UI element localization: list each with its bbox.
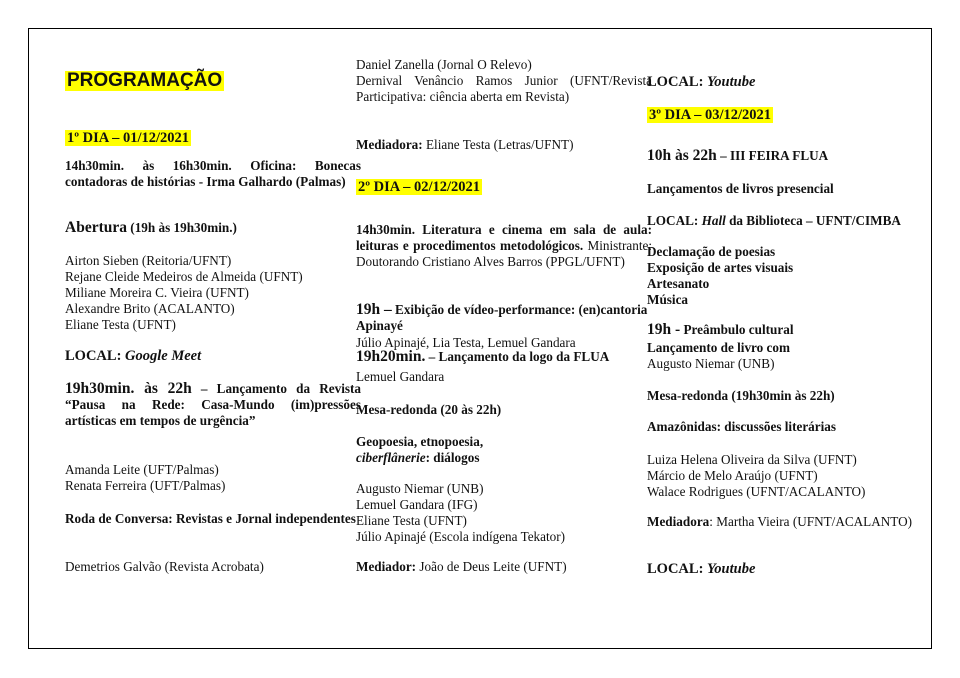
local-google-meet: LOCAL: Google Meet	[65, 348, 202, 364]
local-youtube-2: LOCAL: Youtube	[647, 561, 756, 577]
day1-heading: 1º DIA – 01/12/2021	[67, 130, 190, 146]
revista-launch: 19h30min. às 22h – Lançamento da Revista “Pausa na Rede: Casa-Mundo (im)pressões artísticas em tempos de urgência”	[65, 380, 362, 428]
local-youtube: LOCAL: Youtube	[647, 74, 756, 90]
list-item: Airton Sieben (Reitoria/UFNT)	[65, 253, 232, 268]
mediadora-3: Mediadora: Martha Vieira (UFNT/ACALANTO)	[647, 514, 913, 529]
list-item: Eliane Testa (UFNT)	[356, 513, 467, 528]
lancamentos-text: Lançamentos de livros presencial	[647, 181, 834, 196]
preambulo-cultural: 19h - Preâmbulo cultural	[647, 321, 794, 338]
roda-conversa: Roda de Conversa: Revistas e Jornal independentes	[65, 511, 356, 526]
list-item: Rejane Cleide Medeiros de Almeida (UFNT)	[65, 269, 303, 284]
mesa-redonda-3: Mesa-redonda (19h30min às 22h)	[647, 388, 835, 403]
feira-flua: 10h às 22h – III FEIRA FLUA	[647, 147, 829, 164]
list-item: Alexandre Brito (ACALANTO)	[65, 301, 235, 316]
page-frame	[28, 28, 932, 649]
abertura-people-list	[65, 253, 361, 333]
local-hall: LOCAL: Hall da Biblioteca – UFNT/CIMBA	[647, 213, 901, 228]
demetrios-text: Demetrios Galvão (Revista Acrobata)	[65, 559, 264, 574]
list-item: Júlio Apinajé (Escola indígena Tekator)	[356, 529, 566, 544]
revista-people-list	[65, 462, 361, 494]
exibicao-text: 19h – Exibição de vídeo-performance: (en)cantoria Apinayé	[356, 301, 648, 333]
activities-list	[647, 244, 943, 308]
list-item: Walace Rodrigues (UFNT/ACALANTO)	[647, 484, 866, 499]
preambulo-person: Augusto Niemar (UNB)	[647, 356, 775, 371]
literatura-text: 14h30min. Literatura e cinema em sala de aula: leituras e procedimentos metodológicos. Ministrante: Doutorando Cristiano Alves Barros (PPGL/UFNT)	[356, 222, 652, 269]
preambulo-lancamento: Lançamento de livro com	[647, 340, 790, 355]
exibicao-people: Júlio Apinajé, Lia Testa, Lemuel Gandara	[356, 335, 576, 350]
list-item: Lemuel Gandara (IFG)	[356, 497, 478, 512]
logo-person: Lemuel Gandara	[356, 369, 445, 384]
mediador-line: Mediador: João de Deus Leite (UFNT)	[356, 559, 567, 574]
day3-heading: 3º DIA – 03/12/2021	[649, 107, 772, 123]
list-item: Declamação de poesias	[647, 244, 776, 259]
day2-heading: 2º DIA – 02/12/2021	[358, 179, 481, 195]
program-title: PROGRAMAÇÃO	[67, 70, 223, 91]
list-item: Renata Ferreira (UFT/Palmas)	[65, 478, 226, 493]
list-item: Artesanato	[647, 276, 710, 291]
list-item: Augusto Niemar (UNB)	[356, 481, 484, 496]
abertura-heading: Abertura (19h às 19h30min.)	[65, 219, 237, 236]
mediadora-line: Mediadora: Eliane Testa (Letras/UFNT)	[356, 137, 574, 152]
geopoesia-title: Geopoesia, etnopoesia, ciberflânerie: diálogos	[356, 434, 484, 465]
list-item: Amanda Leite (UFT/Palmas)	[65, 462, 219, 477]
mesa-redonda: Mesa-redonda (20 às 22h)	[356, 402, 502, 417]
list-item: Luiza Helena Oliveira da Silva (UFNT)	[647, 452, 857, 467]
oficina-text: 14h30min. às 16h30min. Oficina: Bonecas contadoras de histórias - Irma Galhardo (Palmas)	[65, 158, 361, 189]
list-item: Eliane Testa (UFNT)	[65, 317, 176, 332]
logo-launch: 19h20min. – Lançamento da logo da FLUA	[356, 348, 610, 365]
list-item: Exposição de artes visuais	[647, 260, 794, 275]
dernival-text: Dernival Venâncio Ramos Junior (UFNT/Revista Participativa: ciência aberta em Revista)	[356, 73, 652, 104]
amazonidas-people-list	[647, 452, 943, 500]
mesa-people-list	[356, 481, 652, 545]
list-item: Márcio de Melo Araújo (UFNT)	[647, 468, 818, 483]
list-item: Miliane Moreira C. Vieira (UFNT)	[65, 285, 249, 300]
amazonidas-title: Amazônidas: discussões literárias	[647, 419, 837, 434]
daniel-text: Daniel Zanella (Jornal O Relevo)	[356, 57, 532, 72]
list-item: Música	[647, 292, 689, 307]
